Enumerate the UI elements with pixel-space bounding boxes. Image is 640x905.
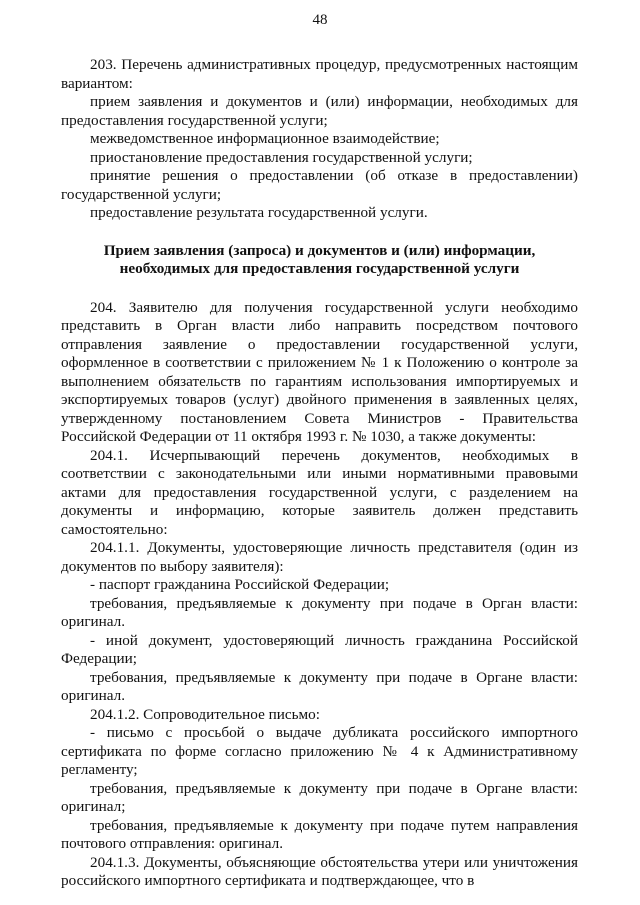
document-requirement: требования, предъявляемые к документу при подаче путем направления почтового отправления: оригинал. <box>61 816 578 852</box>
list-item-procedure: межведомственное информационное взаимодействие; <box>90 130 440 147</box>
paragraph-204-1-2: 204.1.2. Сопроводительное письмо: <box>90 705 320 723</box>
paragraph-204: 204. Заявителю для получения государственной услуги необходимо представить в Орган власти либо направить посредством почтового отправления заявление о предоставлении государственной услуги, оформленное в соответствии с приложением № 1 к Положению о контроле за выполнением обязательств по гарантиям использования импортируемых и экспортируемых товаров (услуг) двойного применения в заявленных целях, утвержденному постановлением Совета Министров - Правительства Российской Федерации от 11 октября 1993 г. № 1030, а также документы: <box>61 298 578 445</box>
page-number: 48 <box>312 12 328 28</box>
document-body <box>61 56 578 891</box>
list-item-procedure: предоставление результата государственной услуги. <box>90 204 428 221</box>
paragraph-204-1-3: 204.1.3. Документы, объясняющие обстоятельства утери или уничтожения российского импортного сертификата и подтверждающее, что в <box>61 853 578 889</box>
section-heading-line: Прием заявления (запроса) и документов и (или) информации, <box>103 241 536 259</box>
paragraph-203: 203. Перечень административных процедур, предусмотренных настоящим вариантом: <box>61 56 578 92</box>
section-heading <box>61 242 578 279</box>
list-item-procedure: приостановление предоставления государственной услуги; <box>90 148 473 166</box>
list-item-procedure: принятие решения о предоставлении (об отказе в предоставлении) государственной услуги; <box>61 167 578 203</box>
paragraph-204-1-1: 204.1.1. Документы, удостоверяющие личность представителя (один из документов по выбору заявителя): <box>61 539 578 575</box>
section-heading-line: необходимых для предоставления государственной услуги <box>119 260 520 277</box>
paragraph-204-1: 204.1. Исчерпывающий перечень документов, необходимых в соответствии с законодательными или иными нормативными правовыми актами для предоставления государственной услуги, с разделением на документы и информацию, которые заявитель должен представить самостоятельно: <box>61 446 578 538</box>
document-requirement: требования, предъявляемые к документу при подаче в Органе власти: оригинал; <box>61 779 578 815</box>
list-item-document: - паспорт гражданина Российской Федерации; <box>90 576 390 593</box>
document-requirement: требования, предъявляемые к документу при подаче в Органе власти: оригинал. <box>61 668 578 704</box>
list-item-document: - иной документ, удостоверяющий личность гражданина Российской Федерации; <box>61 631 578 667</box>
list-item-procedure: прием заявления и документов и (или) информации, необходимых для предоставления государственной услуги; <box>61 93 578 129</box>
document-requirement: требования, предъявляемые к документу при подаче в Орган власти: оригинал. <box>61 594 578 630</box>
list-item-document: - письмо с просьбой о выдаче дубликата российского импортного сертификата по форме согласно приложению № 4 к Административному регламенту; <box>61 724 578 778</box>
